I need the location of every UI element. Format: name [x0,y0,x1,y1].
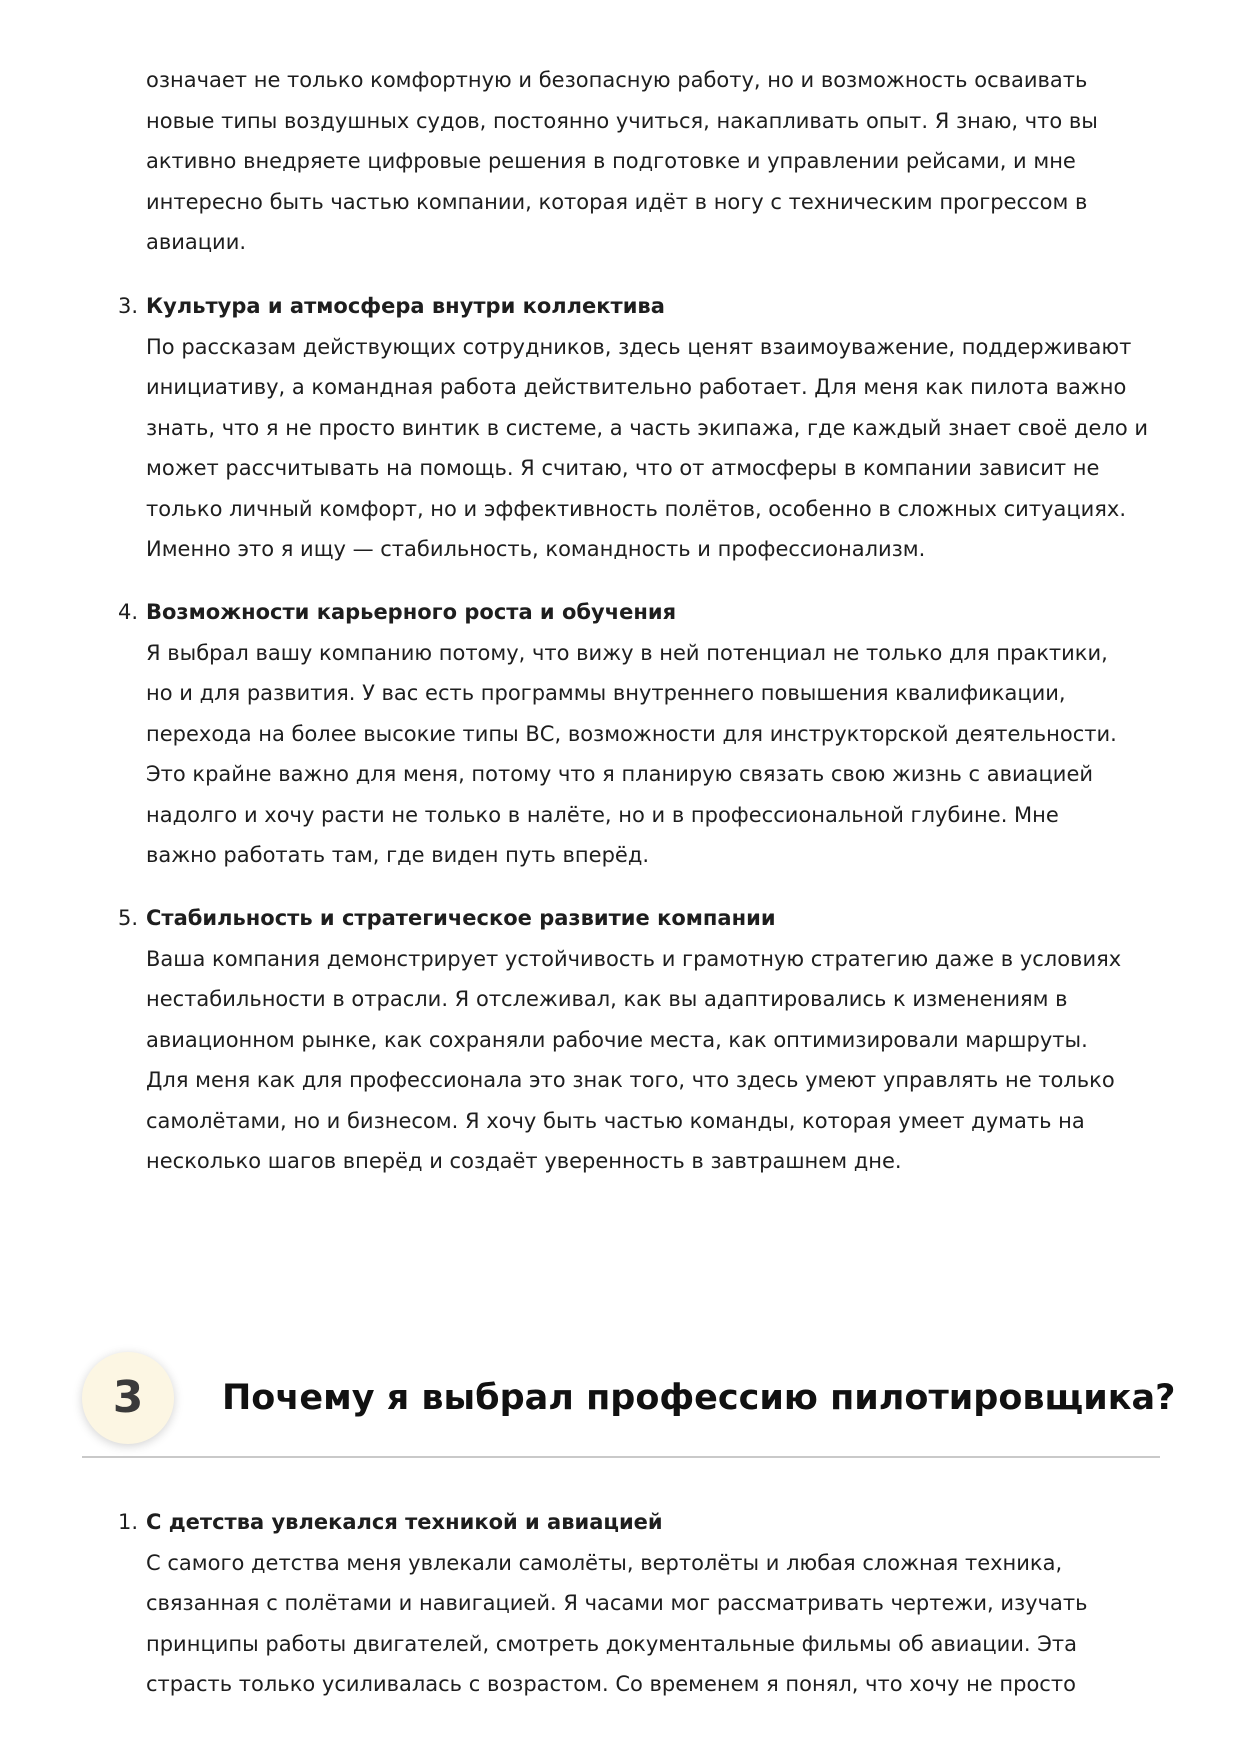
paragraph-line: несколько шагов вперёд и создаёт уверенность в завтрашнем дне. [146,1149,902,1173]
paragraph-line: перехода на более высокие типы ВС, возможности для инструкторской деятельности. [146,721,1117,746]
intro-paragraph [146,60,1166,263]
paragraph-line: Для меня как для профессионала это знак того, что здесь умеют управлять не только [146,1068,1115,1092]
section-title: Почему я выбрал профессию пилотировщика? [222,1378,1176,1418]
list-item-number: 3. [118,294,139,318]
section-divider [82,1456,1160,1458]
paragraph-line: самолётами, но и бизнесом. Я хочу быть частью команды, которая умеет думать на [146,1108,1085,1133]
list-item-heading: С детства увлекался техникой и авиацией [146,1510,663,1534]
paragraph-line: важно работать там, где виден путь вперёд. [146,843,650,867]
paragraph-line: По рассказам действующих сотрудников, здесь ценят взаимоуважение, поддерживают [146,334,1132,359]
paragraph-line: но и для развития. У вас есть программы внутреннего повышения квалификации, [146,681,1066,705]
list-item-body [146,939,1121,1182]
paragraph-line: надолго и хочу расти не только в налёте, но и в профессиональной глубине. Мне [146,802,1059,827]
paragraph-line: связанная с полётами и навигацией. Я часами мог рассматривать чертежи, изучать [146,1591,1088,1615]
paragraph-line: страсть только усиливалась с возрастом. Со временем я понял, что хочу не просто [146,1672,1076,1696]
list-item-body [146,327,1148,570]
paragraph-line: С самого детства меня увлекали самолёты, вертолёты и любая сложная техника, [146,1550,1063,1575]
list-item-body [146,1543,1087,1705]
list-item-body [146,633,1117,876]
paragraph-line: авиации. [146,230,247,254]
paragraph-line: инициативу, а командная работа действительно работает. Для меня как пилота важно [146,375,1127,399]
paragraph-line: авиационном рынке, как сохраняли рабочие места, как оптимизировали маршруты. [146,1027,1088,1052]
paragraph-line: означает не только комфортную и безопасную работу, но и возможность осваивать [146,68,1088,92]
list-item-heading: Стабильность и стратегическое развитие компании [146,906,776,930]
paragraph-line: нестабильности в отрасли. Я отслеживал, как вы адаптировались к изменениям в [146,987,1068,1011]
list-item-number: 4. [118,600,139,624]
paragraph-line: новые типы воздушных судов, постоянно учиться, накапливать опыт. Я знаю, что вы [146,108,1098,133]
list-item-heading: Возможности карьерного роста и обучения [146,600,677,624]
section-heading [82,1352,1176,1458]
paragraph-line: только личный комфорт, но и эффективность полётов, особенно в сложных ситуациях. [146,496,1126,521]
list-item-heading: Культура и атмосфера внутри коллектива [146,294,665,318]
paragraph-line: может рассчитывать на помощь. Я считаю, что от атмосферы в компании зависит не [146,456,1100,480]
paragraph-line: Именно это я ищу — стабильность, командность и профессионализм. [146,537,926,561]
paragraph-line: активно внедряете цифровые решения в подготовке и управлении рейсами, и мне [146,149,1076,173]
paragraph-line: знать, что я не просто винтик в системе, а часть экипажа, где каждый знает своё дело и [146,415,1149,440]
paragraph-line: Это крайне важно для меня, потому что я планирую связать свою жизнь с авиацией [146,762,1094,786]
list-item-number: 1. [118,1510,139,1534]
list-item-number: 5. [118,906,139,930]
paragraph-line: интересно быть частью компании, которая идёт в ногу с техническим прогрессом в [146,189,1088,214]
paragraph-line: принципы работы двигателей, смотреть документальные фильмы об авиации. Эта [146,1631,1078,1656]
paragraph-line: Ваша компания демонстрирует устойчивость и грамотную стратегию даже в условиях [146,946,1122,971]
section-number-badge: 3 [82,1352,174,1444]
paragraph-line: Я выбрал вашу компанию потому, что вижу в ней потенциал не только для практики, [146,640,1108,665]
